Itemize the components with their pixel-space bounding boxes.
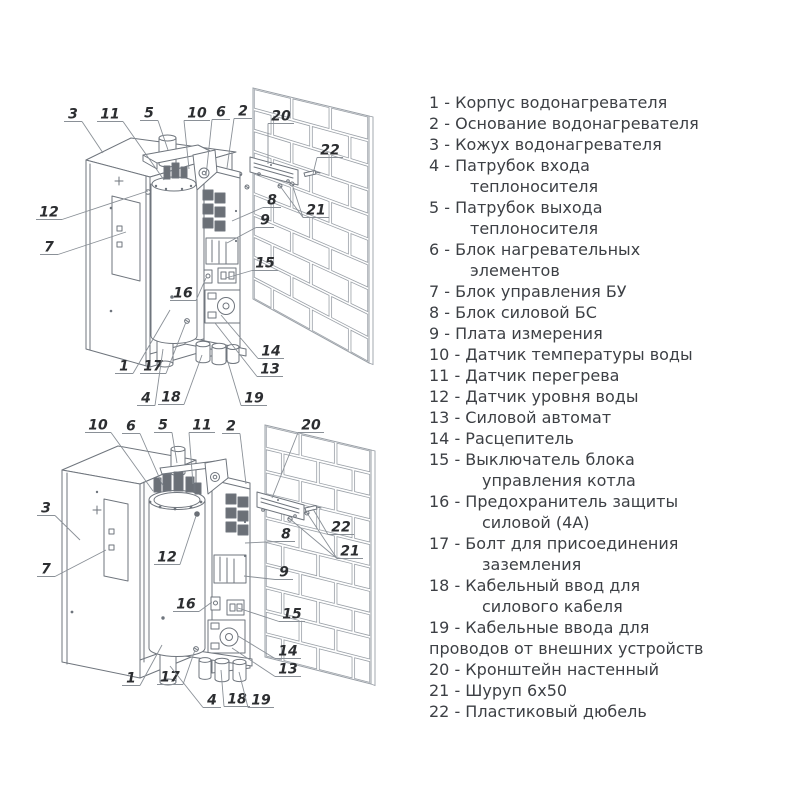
fuse-holder xyxy=(211,597,220,610)
legend-item-5: 5 - Патрубок выхода xyxy=(429,198,603,217)
brick xyxy=(266,450,281,474)
leader-line xyxy=(170,666,203,708)
tank-body xyxy=(149,500,205,657)
callout-label-18: 18 xyxy=(161,389,181,406)
legend-item-17: 17 - Болт для присоединения xyxy=(429,534,679,553)
leader-line xyxy=(82,122,103,154)
power-terminal-block xyxy=(226,494,236,504)
legend-item-17-cont: заземления xyxy=(482,555,582,574)
legend-item-11: 11 - Датчик перегрева xyxy=(429,366,620,385)
leader-line xyxy=(184,355,202,405)
callout-label-10: 10 xyxy=(187,105,207,122)
legend-item-4: 4 - Патрубок входа xyxy=(429,156,590,175)
legend-item-6: 6 - Блок нагревательных xyxy=(429,240,641,259)
legend-item-15: 15 - Выключатель блока xyxy=(429,450,635,469)
brick xyxy=(351,185,368,213)
callout-label-16: 16 xyxy=(173,285,193,302)
measuring-board xyxy=(206,238,238,264)
callout-label-22: 22 xyxy=(331,519,351,536)
cable-gland xyxy=(199,660,211,679)
legend-item-14: 14 - Расцепитель xyxy=(429,429,574,448)
callout-label-2: 2 xyxy=(226,418,236,435)
callout-label-21: 21 xyxy=(340,543,360,560)
tank-body xyxy=(151,184,197,344)
callout-label-8: 8 xyxy=(281,526,291,543)
legend-item-18: 18 - Кабельный ввод для xyxy=(429,576,641,595)
brick xyxy=(266,589,281,613)
wall-edge xyxy=(371,450,375,686)
callout-label-1: 1 xyxy=(126,670,136,687)
tank-flange xyxy=(152,177,196,191)
legend-item-4-cont: теплоносителя xyxy=(470,177,599,196)
callout-label-6: 6 xyxy=(216,104,226,121)
wall-edge xyxy=(369,116,373,365)
brick xyxy=(351,234,368,263)
callout-label-7: 7 xyxy=(41,561,51,578)
callout-label-8: 8 xyxy=(267,192,277,209)
legend-item-10: 10 - Датчик температуры воды xyxy=(429,345,693,364)
callout-label-9: 9 xyxy=(260,212,270,229)
callout-label-17: 17 xyxy=(143,358,163,375)
parts-legend xyxy=(429,92,781,722)
brick xyxy=(355,564,370,588)
legend-item-19: 19 - Кабельные ввода для xyxy=(429,618,650,637)
legend-item-19-cont: проводов от внешних устройств xyxy=(429,639,704,658)
heating-element-studs xyxy=(164,166,170,179)
brick xyxy=(351,137,368,164)
legend-item-9: 9 - Плата измерения xyxy=(429,324,603,343)
callout-label-18: 18 xyxy=(227,691,247,708)
control-unit-block xyxy=(104,499,128,581)
legend-item-3: 3 - Кожух водонагревателя xyxy=(429,135,662,154)
callout-label-22: 22 xyxy=(320,142,340,159)
brick-wall-top-diagram xyxy=(253,88,373,365)
brick xyxy=(355,658,370,683)
legend-item-20: 20 - Кронштейн настенный xyxy=(429,660,659,679)
legend-item-2: 2 - Основание водонагревателя xyxy=(429,114,699,133)
callout-label-4: 4 xyxy=(141,390,151,407)
callout-label-3: 3 xyxy=(68,106,78,123)
callout-label-13: 13 xyxy=(260,361,280,378)
callout-label-4: 4 xyxy=(207,692,217,709)
callout-label-13: 13 xyxy=(278,661,298,678)
brick xyxy=(266,543,281,567)
callout-label-17: 17 xyxy=(160,669,180,686)
fuse-holder xyxy=(204,270,212,283)
callout-label-14: 14 xyxy=(278,643,298,660)
legend-item-1: 1 - Корпус водонагревателя xyxy=(429,93,668,112)
leader-line xyxy=(227,359,241,406)
callout-label-20: 20 xyxy=(271,108,291,125)
callout-label-10: 10 xyxy=(88,417,108,434)
callout-label-16: 16 xyxy=(176,596,196,613)
callout-label-21: 21 xyxy=(306,202,326,219)
callout-label-1: 1 xyxy=(119,358,129,375)
callout-label-5: 5 xyxy=(144,105,154,122)
legend-item-6-cont: элементов xyxy=(470,261,560,280)
brick xyxy=(254,111,271,135)
brick xyxy=(355,471,370,495)
legend-item-13: 13 - Силовой автомат xyxy=(429,408,612,427)
measuring-board xyxy=(214,555,246,583)
brick xyxy=(355,611,370,636)
diagram-top-artwork xyxy=(86,135,320,367)
legend-item-12: 12 - Датчик уровня воды xyxy=(429,387,639,406)
callout-label-19: 19 xyxy=(251,692,271,709)
legend-item-5-cont: теплоносителя xyxy=(470,219,599,238)
power-terminal-block xyxy=(203,190,213,200)
legend-item-7: 7 - Блок управления БУ xyxy=(429,282,627,301)
legend-item-21: 21 - Шуруп 6х50 xyxy=(429,681,568,700)
callout-label-3: 3 xyxy=(41,500,51,517)
callout-label-19: 19 xyxy=(244,390,264,407)
legend-item-18-cont: силового кабеля xyxy=(482,597,623,616)
leader-line xyxy=(240,434,246,485)
callout-label-7: 7 xyxy=(44,239,54,256)
water-level-sensor xyxy=(194,511,200,517)
callout-label-11: 11 xyxy=(192,417,212,434)
callout-label-6: 6 xyxy=(126,418,136,435)
legend-item-16: 16 - Предохранитель защиты xyxy=(429,492,679,511)
callout-label-14: 14 xyxy=(261,343,281,360)
callout-label-9: 9 xyxy=(279,564,289,581)
control-unit-block xyxy=(112,196,140,281)
brick xyxy=(355,518,370,542)
legend-item-22: 22 - Пластиковый дюбель xyxy=(429,702,647,721)
callout-label-20: 20 xyxy=(301,417,321,434)
callout-label-15: 15 xyxy=(255,255,275,272)
legend-item-16-cont: силовой (4А) xyxy=(482,513,590,532)
callout-label-12: 12 xyxy=(39,204,59,221)
legend-item-8: 8 - Блок силовой БС xyxy=(429,303,597,322)
legend-item-15-cont: управления котла xyxy=(482,471,636,490)
callout-label-11: 11 xyxy=(100,106,120,123)
callout-label-12: 12 xyxy=(157,549,177,566)
callout-label-2: 2 xyxy=(238,103,248,120)
callout-label-5: 5 xyxy=(158,417,168,434)
callout-label-15: 15 xyxy=(282,606,302,623)
